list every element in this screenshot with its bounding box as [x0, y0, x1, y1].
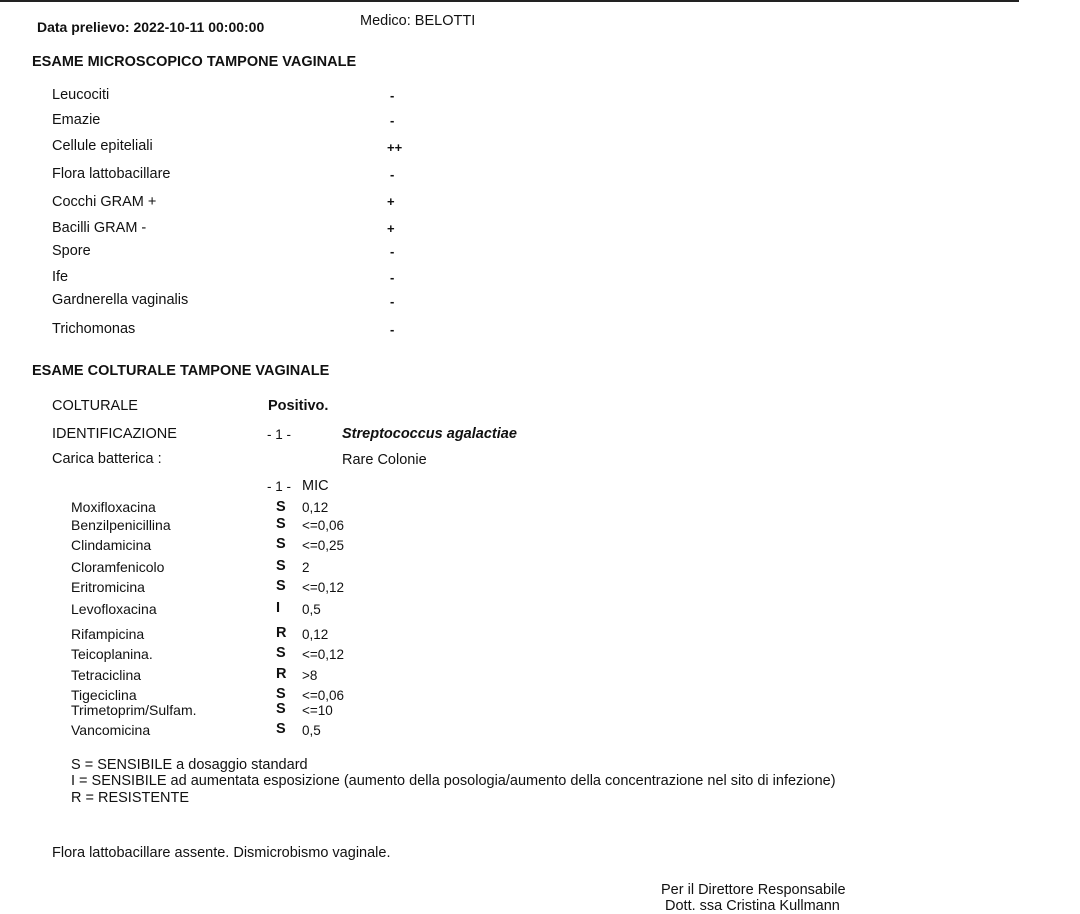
- antibiotic-sir: S: [276, 721, 286, 737]
- antibiotic-sir: S: [276, 516, 286, 532]
- micro-value: -: [390, 270, 395, 285]
- antibiotic-name: Tetraciclina: [71, 667, 142, 683]
- antibiotic-mic: 0,5: [302, 602, 321, 617]
- micro-label: Flora lattobacillare: [52, 166, 171, 182]
- antibiotic-sir: R: [276, 666, 287, 682]
- note: Flora lattobacillare assente. Dismicrobismo vaginale.: [52, 845, 391, 861]
- signature-line-2: Dott. ssa Cristina Kullmann: [665, 898, 840, 914]
- top-rule: [0, 0, 1019, 2]
- medico: Medico: BELOTTI: [360, 13, 476, 29]
- antibiotic-mic: <=0,06: [302, 688, 345, 703]
- micro-label: Leucociti: [52, 87, 110, 103]
- antibiotic-name: Tigeciclina: [71, 687, 137, 703]
- antibiotic-name: Rifampicina: [71, 626, 145, 642]
- antibiotic-sir: S: [276, 499, 286, 515]
- micro-value: -: [390, 322, 395, 337]
- legend-line: R = RESISTENTE: [71, 790, 190, 806]
- antibiotic-name: Teicoplanina.: [71, 646, 153, 662]
- antibiotic-name: Vancomicina: [71, 722, 151, 738]
- micro-label: Emazie: [52, 112, 101, 128]
- carica-label: Carica batterica :: [52, 451, 162, 467]
- antibiotic-mic: 0,12: [302, 500, 329, 515]
- colturale-value: Positivo.: [268, 398, 329, 414]
- section-title-colturale: ESAME COLTURALE TAMPONE VAGINALE: [32, 363, 330, 379]
- antibiotic-mic: <=0,25: [302, 538, 345, 553]
- micro-label: Cellule epiteliali: [52, 138, 153, 154]
- micro-value: -: [390, 244, 395, 259]
- identificazione-value: Streptococcus agalactiae: [342, 426, 517, 442]
- micro-label: Cocchi GRAM +: [52, 194, 157, 210]
- antibiotic-sir: S: [276, 686, 286, 702]
- antibiotic-name: Benzilpenicillina: [71, 517, 171, 533]
- antibiotic-sir: S: [276, 645, 286, 661]
- antibiotic-mic: <=0,06: [302, 518, 345, 533]
- micro-value: ++: [387, 140, 403, 155]
- micro-value: +: [387, 194, 395, 209]
- antibiotic-sir: S: [276, 578, 286, 594]
- micro-label: Trichomonas: [52, 321, 136, 337]
- micro-label: Spore: [52, 243, 91, 259]
- micro-value: -: [390, 294, 395, 309]
- micro-label: Gardnerella vaginalis: [52, 292, 189, 308]
- section-title-microscopico: ESAME MICROSCOPICO TAMPONE VAGINALE: [32, 54, 357, 70]
- micro-label: Ife: [52, 269, 69, 285]
- identificazione-index: - 1 -: [267, 427, 292, 442]
- identificazione-label: IDENTIFICAZIONE: [52, 426, 177, 442]
- micro-value: +: [387, 221, 395, 236]
- antibiotic-sir: S: [276, 558, 286, 574]
- signature-line-1: Per il Direttore Responsabile: [661, 882, 846, 898]
- antibiotic-mic: 0,5: [302, 723, 321, 738]
- antibiotic-mic: 2: [302, 560, 310, 575]
- carica-value: Rare Colonie: [342, 452, 427, 468]
- antibiotic-name: Clindamicina: [71, 537, 152, 553]
- micro-label: Bacilli GRAM -: [52, 220, 147, 236]
- mic-header-index: - 1 -: [267, 479, 292, 494]
- antibiotic-mic: >8: [302, 668, 318, 683]
- colturale-label: COLTURALE: [52, 398, 138, 414]
- antibiotic-sir: S: [276, 536, 286, 552]
- micro-value: -: [390, 167, 395, 182]
- antibiotic-mic: <=0,12: [302, 647, 345, 662]
- mic-header-label: MIC: [302, 478, 329, 494]
- antibiotic-sir: I: [276, 600, 281, 616]
- antibiotic-name: Cloramfenicolo: [71, 559, 165, 575]
- data-prelievo: Data prelievo: 2022-10-11 00:00:00: [37, 19, 265, 35]
- antibiotic-sir: S: [276, 701, 286, 717]
- legend-line: I = SENSIBILE ad aumentata esposizione (aumento della posologia/aumento della concentrazione nel sito di infezione): [71, 773, 836, 789]
- antibiotic-mic: <=10: [302, 703, 333, 718]
- antibiotic-name: Levofloxacina: [71, 601, 157, 617]
- antibiotic-name: Eritromicina: [71, 579, 145, 595]
- antibiotic-name: Moxifloxacina: [71, 499, 156, 515]
- antibiotic-mic: 0,12: [302, 627, 329, 642]
- legend-line: S = SENSIBILE a dosaggio standard: [71, 757, 308, 773]
- micro-value: -: [390, 88, 395, 103]
- antibiotic-name: Trimetoprim/Sulfam.: [71, 702, 197, 718]
- antibiotic-sir: R: [276, 625, 287, 641]
- micro-value: -: [390, 113, 395, 128]
- antibiotic-mic: <=0,12: [302, 580, 345, 595]
